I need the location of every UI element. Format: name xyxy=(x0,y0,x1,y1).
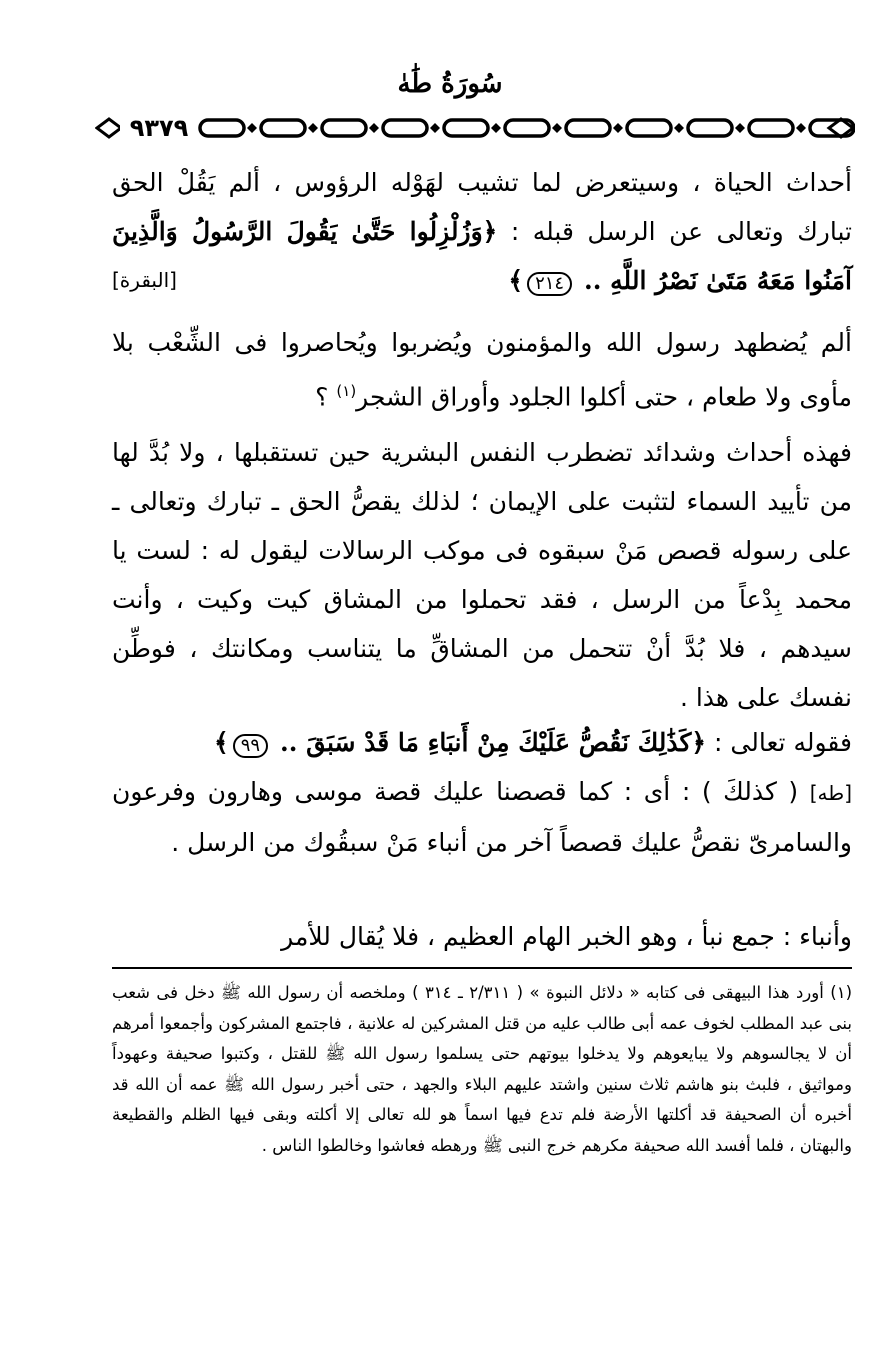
border-oval xyxy=(749,120,793,136)
quran-verse: ﴿وَزُلْزِلُوا حَتَّىٰ يَقُولَ الرَّسُولُ وَالَّذِينَ آمَنُوا مَعَهُ مَتَىٰ نَصْرُ اللَّهِ .. xyxy=(112,217,852,295)
border-oval xyxy=(322,120,366,136)
border-oval xyxy=(688,120,732,136)
verse-close-bracket-2: ﴾ xyxy=(214,728,229,757)
border-diamond xyxy=(674,123,684,133)
border-oval xyxy=(383,120,427,136)
paragraph-1 xyxy=(112,158,852,305)
surah-reference: [البقرة] xyxy=(112,268,177,292)
border-diamond xyxy=(247,123,257,133)
paragraph-3-text: فهذه أحداث وشدائد تضطرب النفس البشرية حين تستقبلها ، ولا بُدَّ لها من تأييد السماء لتثبت على الإيمان ؛ لذلك يقصُّ الحق ـ تبارك وتعالى ـ على رسوله قصص مَنْ سبقوه فى موكب الرسالات ليقول له : لست يا محمد بِدْعاً من الرسل ، فقد تحملوا من المشاق كيت وكيت ، وأنت سيدهم ، فلا بُدَّ أنْ تتحمل من المشاقِّ ما يتناسب ومكانتك ، فوطِّن نفسك على هذا . xyxy=(112,438,852,712)
paragraph-4-intro: فقوله تعالى : xyxy=(714,728,852,757)
border-diamond xyxy=(796,123,806,133)
border-diamond xyxy=(369,123,379,133)
surah-title: سُورَةُ طَٰهٰ xyxy=(397,69,503,99)
border-diamond xyxy=(430,123,440,133)
border-diamond xyxy=(552,123,562,133)
verse-number-badge-2: ٩٩ xyxy=(233,734,268,758)
footnote-text: (١) أورد هذا البيهقى فى كتابه « دلائل النبوة » ( ٢/٣١١ ـ ٣١٤ ) وملخصه أن رسول الله ﷺ دخل فى شعب بنى عبد المطلب لخوف عمه أبى طالب عليه من قتل المشركين له علانية ، فاجتمع المشركون وأجمعوا أمرهم أن لا يجالسوهم ولا يبايعوهم ولا يدخلوا بيوتهم حتى يسلموا رسول الله ﷺ للقتل ، وكتبوا صحيفة وعهوداً ومواثيق ، فلبث بنو هاشم ثلاث سنين واشتد عليهم البلاء والجهد ، حتى أخبر رسول الله ﷺ عمه أن الله قد أخبره أن الصحيفة قد أكلتها الأرضة فلم تدع فيها اسماً هو لله تعالى إلا أكلته وبقى فيها الظلم والقطيعة والبهتان ، فلما أفسد الله صحيفة مكرهم خرج النبى ﷺ ورهطه فعاشوا وخالطوا الناس . xyxy=(112,983,852,1155)
border-diamond xyxy=(308,123,318,133)
border-oval xyxy=(627,120,671,136)
footnote xyxy=(112,978,852,1161)
decorative-border-band xyxy=(95,115,855,141)
border-oval xyxy=(444,120,488,136)
border-oval xyxy=(566,120,610,136)
paragraph-1-text: أحداث الحياة ، وسيتعرض لما تشيب لهَوْله الرؤوس ، ألم يَقُلْ الحق تبارك وتعالى عن الرسل قبله : xyxy=(112,168,852,246)
border-oval xyxy=(261,120,305,136)
paragraph-2 xyxy=(112,318,852,421)
border-oval xyxy=(200,120,244,136)
footnote-divider xyxy=(112,967,852,969)
verse-number-badge: ٢١٤ xyxy=(527,272,572,296)
paragraph-4-text: ( كذلكَ ) : أى : كما قصصنا عليك قصة موسى وهارون وفرعون والسامرىّ نقصُّ عليك قصصاً آخر من أنباء مَنْ سبقُوك من الرسل . xyxy=(112,777,852,857)
paragraph-3 xyxy=(112,428,852,722)
border-diamond xyxy=(491,123,501,133)
footnote-reference: (١) xyxy=(336,382,357,400)
verse-close-bracket: ﴾ xyxy=(508,266,524,295)
border-diamond xyxy=(613,123,623,133)
paragraph-2-text: ألم يُضطهد رسول الله والمؤمنون ويُضربوا ويُحاصروا فى الشِّعْب بلا مأوى ولا طعام ، حتى أكلوا الجلود وأوراق الشجر xyxy=(112,328,852,412)
border-diamond xyxy=(735,123,745,133)
paragraph-4 xyxy=(112,718,852,867)
paragraph-5 xyxy=(112,912,852,961)
paragraph-2-end: ؟ xyxy=(315,382,329,412)
border-oval xyxy=(505,120,549,136)
quran-verse-2: ﴿كَذَٰلِكَ نَقُصُّ عَلَيْكَ مِنْ أَنبَاءِ مَا قَدْ سَبَقَ .. xyxy=(279,728,707,757)
page-number: ٩٣٧٩ xyxy=(120,115,198,141)
surah-reference-2: [طه] xyxy=(809,781,852,805)
paragraph-5-text: وأنباء : جمع نبأ ، وهو الخبر الهام العظيم ، فلا يُقال للأمر xyxy=(281,922,852,951)
